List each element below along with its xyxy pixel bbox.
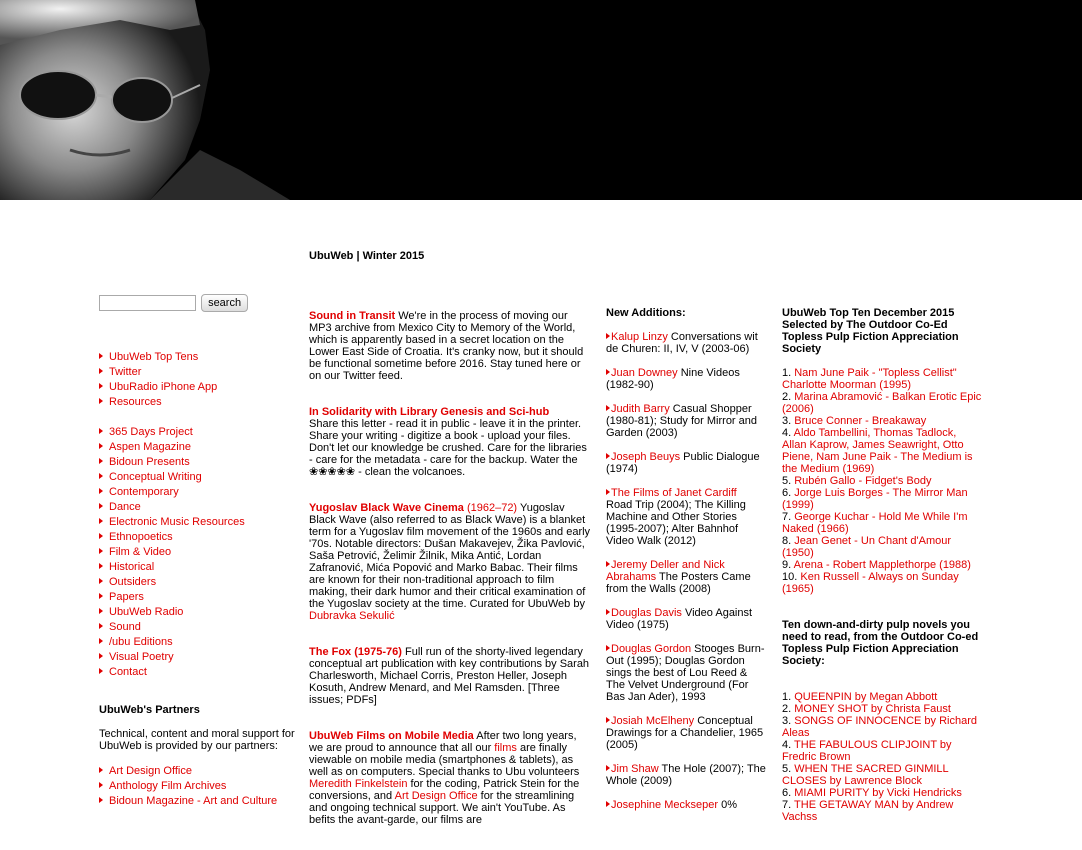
news-item	[309, 646, 592, 706]
arrow-bullet-icon	[99, 443, 103, 449]
new-addition-item	[606, 559, 766, 595]
news-item-body: are finally viewable on mobile media (smartphones & tablets), as well as on computers. Special thanks to Ubu volunteers	[309, 742, 580, 778]
pulp-item-link[interactable]: SONGS OF INNOCENCE by Richard Aleas	[782, 715, 977, 739]
new-addition-text: The Posters Came from the Walls (2008)	[606, 571, 751, 595]
nav-item-link[interactable]: UbuWeb Top Tens	[109, 351, 199, 363]
partner-item-link[interactable]: Anthology Film Archives	[109, 780, 227, 792]
new-addition-link[interactable]: Jim Shaw	[611, 763, 659, 775]
arrow-bullet-icon	[606, 717, 610, 723]
news-item-title[interactable]: The Fox (1975-76)	[309, 646, 402, 658]
category-item-link[interactable]: Aspen Magazine	[109, 441, 191, 453]
arrow-bullet-icon	[99, 782, 103, 788]
top-ten-item	[782, 487, 982, 511]
new-addition-text: The Hole (2007); The Whole (2009)	[606, 763, 766, 787]
pulp-item	[782, 703, 982, 715]
search-button[interactable]: search	[201, 294, 248, 312]
new-addition-item	[606, 451, 766, 475]
top-ten-item-link[interactable]: George Kuchar - Hold Me While I'm Naked (1966)	[782, 511, 968, 535]
category-item-link[interactable]: /ubu Editions	[109, 636, 173, 648]
category-item[interactable]	[99, 590, 299, 605]
partners-title: UbuWeb's Partners	[99, 704, 200, 716]
news-item	[309, 406, 592, 478]
new-addition-link[interactable]: Kalup Linzy	[611, 331, 668, 343]
new-addition-item	[606, 367, 766, 391]
pulp-item	[782, 715, 982, 739]
arrow-bullet-icon	[99, 578, 103, 584]
pulp-list-title: Ten down-and-dirty pulp novels you need to read, from the Outdoor Co-ed Topless Pulp Fiction Appreciation Society:	[782, 619, 979, 667]
news-item	[309, 502, 592, 622]
top-ten-item-link[interactable]: Aldo Tambellini, Thomas Tadlock, Allan Kaprow, James Seawright, Otto Piene, Nam June Paik - The Medium is the Medium (1969)	[782, 427, 973, 475]
new-addition-link[interactable]: Judith Barry	[611, 403, 670, 415]
arrow-bullet-icon	[606, 609, 610, 615]
news-item-title[interactable]: UbuWeb Films on Mobile Media	[309, 730, 474, 742]
news-item-title[interactable]: Yugoslav Black Wave Cinema	[309, 502, 464, 514]
category-item-link[interactable]: UbuWeb Radio	[109, 606, 184, 618]
category-item-link[interactable]: 365 Days Project	[109, 426, 193, 438]
new-addition-link[interactable]: Juan Downey	[611, 367, 678, 379]
nav-item[interactable]	[99, 365, 299, 380]
arrow-bullet-icon	[99, 353, 103, 359]
category-item-link[interactable]: Electronic Music Resources	[109, 516, 245, 528]
pulp-item-number: 2.	[782, 703, 795, 715]
top-ten-item	[782, 367, 982, 391]
category-item[interactable]	[99, 530, 299, 545]
films-link[interactable]: films	[494, 742, 517, 754]
news-item-body: for the coding, Patrick Stein for the conversions, and	[309, 778, 580, 802]
category-item[interactable]	[99, 665, 299, 680]
arrow-bullet-icon	[99, 458, 103, 464]
new-addition-item	[606, 487, 766, 547]
category-item[interactable]	[99, 485, 299, 500]
arrow-bullet-icon	[99, 398, 103, 404]
news-item-body: After two long years, we are proud to announce that all our	[309, 730, 577, 754]
pulp-item-number: 6.	[782, 787, 795, 799]
pulp-item	[782, 739, 982, 763]
pulp-list	[782, 691, 982, 823]
top-ten-item	[782, 571, 982, 595]
new-additions	[606, 307, 766, 823]
pulp-item-link[interactable]: THE GETAWAY MAN by Andrew Vachss	[782, 799, 954, 823]
new-addition-text: Public Dialogue (1974)	[606, 451, 760, 475]
nav-item[interactable]	[99, 380, 299, 395]
news-item-body: Share this letter - read it in public - leave it in the printer. Share your writing - digitize a book - upload your files. Don't let our knowledge be crushed. Care for the libraries - care for the metadata - care for the backup. Water the ❀❀❀❀❀ - clean the volcanoes.	[309, 418, 587, 478]
pulp-item-number: 7.	[782, 799, 795, 811]
top-ten-item	[782, 535, 982, 559]
arrow-bullet-icon	[606, 801, 610, 807]
new-addition-item	[606, 403, 766, 439]
top-ten-item-number: 9.	[782, 559, 794, 571]
arrow-bullet-icon	[99, 518, 103, 524]
new-addition-link[interactable]: Douglas Davis	[611, 607, 682, 619]
category-item-link[interactable]: Papers	[109, 591, 144, 603]
arrow-bullet-icon	[99, 653, 103, 659]
pulp-item-number: 5.	[782, 763, 795, 775]
news-item-body: for the streamlining and ongoing technical support. We ain't YouTube. As befits the avant-garde, our films are	[309, 790, 575, 826]
arrow-bullet-icon	[606, 453, 610, 459]
new-addition-link[interactable]: Douglas Gordon	[611, 643, 692, 655]
category-item[interactable]	[99, 455, 299, 470]
arrow-bullet-icon	[99, 548, 103, 554]
arrow-bullet-icon	[99, 488, 103, 494]
primary-nav	[99, 350, 299, 410]
category-item-link[interactable]: Conceptual Writing	[109, 471, 202, 483]
partners-list	[99, 764, 299, 809]
nav-item[interactable]	[99, 395, 299, 410]
arrow-bullet-icon	[99, 503, 103, 509]
pulp-item-link[interactable]: WHEN THE SACRED GINMILL CLOSES by Lawrence Block	[782, 763, 949, 787]
arrow-bullet-icon	[606, 333, 610, 339]
new-addition-text: Casual Shopper (1980-81); Study for Mirror and Garden (2003)	[606, 403, 758, 439]
arrow-bullet-icon	[606, 369, 610, 375]
arrow-bullet-icon	[99, 668, 103, 674]
new-additions-title: New Additions:	[606, 307, 686, 319]
header-banner	[0, 0, 1082, 200]
category-item-link[interactable]: Sound	[109, 621, 141, 633]
top-ten-item	[782, 415, 982, 427]
page-title: UbuWeb | Winter 2015	[309, 250, 425, 262]
news-item	[309, 730, 592, 826]
category-item[interactable]	[99, 425, 299, 440]
new-addition-link[interactable]: Jeremy Deller and Nick Abrahams	[606, 559, 725, 583]
new-addition-item	[606, 799, 766, 811]
category-item[interactable]	[99, 635, 299, 650]
top-ten-item-link[interactable]: Ken Russell - Always on Sunday (1965)	[782, 571, 959, 595]
main-news	[309, 310, 592, 850]
top-ten-item-link[interactable]: Nam June Paik - "Topless Cellist" Charlotte Moorman (1995)	[782, 367, 957, 391]
top-ten-item-number: 6.	[782, 487, 795, 499]
top-ten-item-link[interactable]: Bruce Conner - Breakaway	[794, 415, 927, 427]
category-item-link[interactable]: Contact	[109, 666, 147, 678]
arrow-bullet-icon	[99, 473, 103, 479]
nav-item-link[interactable]: UbuRadio iPhone App	[109, 381, 218, 393]
nav-item-link[interactable]: Resources	[109, 396, 162, 408]
category-item-link[interactable]: Outsiders	[109, 576, 157, 588]
top-ten-item-number: 3.	[782, 415, 795, 427]
category-item-link[interactable]: Film & Video	[109, 546, 172, 558]
new-addition-text: Road Trip (2004); The Killing Machine and Other Stories (1995-2007); Alter Bahnhof Video Walk (2012)	[606, 499, 746, 547]
top-ten-item-link[interactable]: Jorge Luis Borges - The Mirror Man (1999)	[782, 487, 968, 511]
new-addition-item	[606, 331, 766, 355]
news-item-body: Yugoslav Black Wave (also referred to as Black Wave) is a blanket term for a Yugoslav film movement of the 1960s and early '70s. Notable directors: Dušan Makavejev, Žika Pavlović, Saša Petrović, Želimir Žilnik, Mika Antić, Lordan Zafranović, Mića Popović and Marko Babac. Their films are known for their non-traditional approach to film making, their dark humor and their critical examination of the Yugoslav society at the time. Curated for UbuWeb by	[309, 502, 591, 610]
category-item[interactable]	[99, 620, 299, 635]
top-ten-item	[782, 559, 982, 571]
arrow-bullet-icon	[606, 561, 610, 567]
pulp-item	[782, 691, 982, 703]
category-nav	[99, 425, 299, 680]
volunteer-link[interactable]: Meredith Finkelstein	[309, 778, 408, 790]
category-item[interactable]	[99, 545, 299, 560]
top-ten-item-number: 2.	[782, 391, 795, 403]
top-ten-item-link[interactable]: Arena - Robert Mapplethorpe (1988)	[793, 559, 971, 571]
arrow-bullet-icon	[99, 368, 103, 374]
partners-text: Technical, content and moral support for UbuWeb is provided by our partners:	[99, 728, 295, 752]
top-ten	[782, 307, 982, 823]
top-ten-item-link[interactable]: Marina Abramović - Balkan Erotic Epic (2006)	[782, 391, 982, 415]
left-sidebar	[99, 294, 299, 809]
top-ten-item	[782, 511, 982, 535]
partner-item-link[interactable]: Bidoun Magazine - Art and Culture	[109, 795, 278, 807]
top-ten-item-number: 5.	[782, 475, 795, 487]
pulp-item-link[interactable]: MIAMI PURITY by Vicki Hendricks	[794, 787, 962, 799]
nav-item[interactable]	[99, 350, 299, 365]
partner-item[interactable]	[99, 794, 299, 809]
arrow-bullet-icon	[606, 489, 610, 495]
pulp-item-link[interactable]: MONEY SHOT by Christa Faust	[794, 703, 951, 715]
top-ten-item-number: 10.	[782, 571, 801, 583]
portrait-image	[0, 0, 290, 200]
pulp-item-number: 4.	[782, 739, 795, 751]
partner-item-link[interactable]: Art Design Office	[109, 765, 192, 777]
new-addition-link[interactable]: Josephine Meckseper	[611, 799, 719, 811]
arrow-bullet-icon	[99, 383, 103, 389]
arrow-bullet-icon	[99, 593, 103, 599]
arrow-bullet-icon	[99, 797, 103, 803]
pulp-item-number: 1.	[782, 691, 795, 703]
news-item-body: Full run of the shorty-lived legendary conceptual art publication with key contributions by Sarah Charlesworth, Michael Corris, Preston Heller, Joseph Kosuth, Andrew Menard, and Mel Ramsden. [Three issues; PDFs]	[309, 646, 590, 706]
new-addition-text: Conversations wit de Churen: II, IV, V (2003-06)	[606, 331, 758, 355]
news-item-title[interactable]: In Solidarity with Library Genesis and Sci-hub	[309, 406, 550, 418]
new-addition-item	[606, 715, 766, 751]
category-item[interactable]	[99, 515, 299, 530]
top-ten-list	[782, 367, 982, 595]
top-ten-item-number: 8.	[782, 535, 795, 547]
arrow-bullet-icon	[99, 623, 103, 629]
arrow-bullet-icon	[606, 645, 610, 651]
arrow-bullet-icon	[606, 405, 610, 411]
nav-item-link[interactable]: Twitter	[109, 366, 142, 378]
new-addition-item	[606, 763, 766, 787]
news-item-title-years[interactable]: (1962–72)	[463, 502, 518, 514]
new-additions-list	[606, 331, 766, 811]
pulp-item	[782, 799, 982, 823]
partner-item[interactable]	[99, 779, 299, 794]
category-item[interactable]	[99, 440, 299, 455]
arrow-bullet-icon	[99, 608, 103, 614]
category-item[interactable]	[99, 470, 299, 485]
category-item[interactable]	[99, 650, 299, 665]
new-addition-text: Stooges Burn-Out (1995); Douglas Gordon sings the best of Lou Reed & The Velvet Underground (For Bas Jan Ader), 1993	[606, 643, 765, 703]
partner-link[interactable]: Art Design Office	[394, 790, 478, 802]
category-item[interactable]	[99, 560, 299, 575]
arrow-bullet-icon	[99, 638, 103, 644]
top-ten-item-number: 7.	[782, 511, 795, 523]
new-addition-text: Video Against Video (1975)	[606, 607, 753, 631]
pulp-item-link[interactable]: QUEENPIN by Megan Abbott	[794, 691, 938, 703]
top-ten-item-number: 1.	[782, 367, 795, 379]
news-item-body: We're in the process of moving our MP3 archive from Mexico City to Memory of the World, which is apparently based in a secret location on the Lower East Side of Croatia. It's cranky now, but it should be functional sometime before 2016. Stay tuned here or on our Twitter feed.	[309, 310, 584, 382]
pulp-item	[782, 787, 982, 799]
top-ten-item	[782, 475, 982, 487]
top-ten-item-link[interactable]: Jean Genet - Un Chant d'Amour (1950)	[782, 535, 952, 559]
category-item-link[interactable]: Ethnopoetics	[109, 531, 173, 543]
category-item[interactable]	[99, 605, 299, 620]
new-addition-link[interactable]: Josiah McElheny	[611, 715, 695, 727]
arrow-bullet-icon	[606, 765, 610, 771]
new-addition-text: 0%	[718, 799, 737, 811]
news-item-title[interactable]: Sound in Transit	[309, 310, 396, 322]
arrow-bullet-icon	[99, 533, 103, 539]
arrow-bullet-icon	[99, 428, 103, 434]
top-ten-item	[782, 427, 982, 475]
new-addition-text: Conceptual Drawings for a Chandelier, 1965 (2005)	[606, 715, 764, 751]
pulp-item-number: 3.	[782, 715, 795, 727]
top-ten-item-link[interactable]: Rubén Gallo - Fidget's Body	[794, 475, 932, 487]
search-input[interactable]	[99, 295, 196, 311]
top-ten-item	[782, 391, 982, 415]
category-item[interactable]	[99, 500, 299, 515]
partner-item[interactable]	[99, 764, 299, 779]
pulp-item	[782, 763, 982, 787]
category-item-link[interactable]: Contemporary	[109, 486, 179, 498]
category-item-link[interactable]: Historical	[109, 561, 155, 573]
arrow-bullet-icon	[99, 767, 103, 773]
search-form	[99, 294, 299, 312]
news-item	[309, 310, 592, 382]
top-ten-title: UbuWeb Top Ten December 2015 Selected by The Outdoor Co-Ed Topless Pulp Fiction Appreciation Society	[782, 307, 959, 355]
category-item-link[interactable]: Bidoun Presents	[109, 456, 190, 468]
new-addition-item	[606, 643, 766, 703]
new-addition-link[interactable]: The Films of Janet Cardiff	[611, 487, 737, 499]
new-addition-item	[606, 607, 766, 631]
new-addition-text: Nine Videos (1982-90)	[606, 367, 740, 391]
new-addition-link[interactable]: Joseph Beuys	[611, 451, 681, 463]
top-ten-item-number: 4.	[782, 427, 794, 439]
category-item[interactable]	[99, 575, 299, 590]
category-item-link[interactable]: Dance	[109, 501, 141, 513]
pulp-item-link[interactable]: THE FABULOUS CLIPJOINT by Fredric Brown	[782, 739, 952, 763]
category-item-link[interactable]: Visual Poetry	[109, 651, 174, 663]
curator-link[interactable]: Dubravka Sekulić	[309, 610, 395, 622]
arrow-bullet-icon	[99, 563, 103, 569]
